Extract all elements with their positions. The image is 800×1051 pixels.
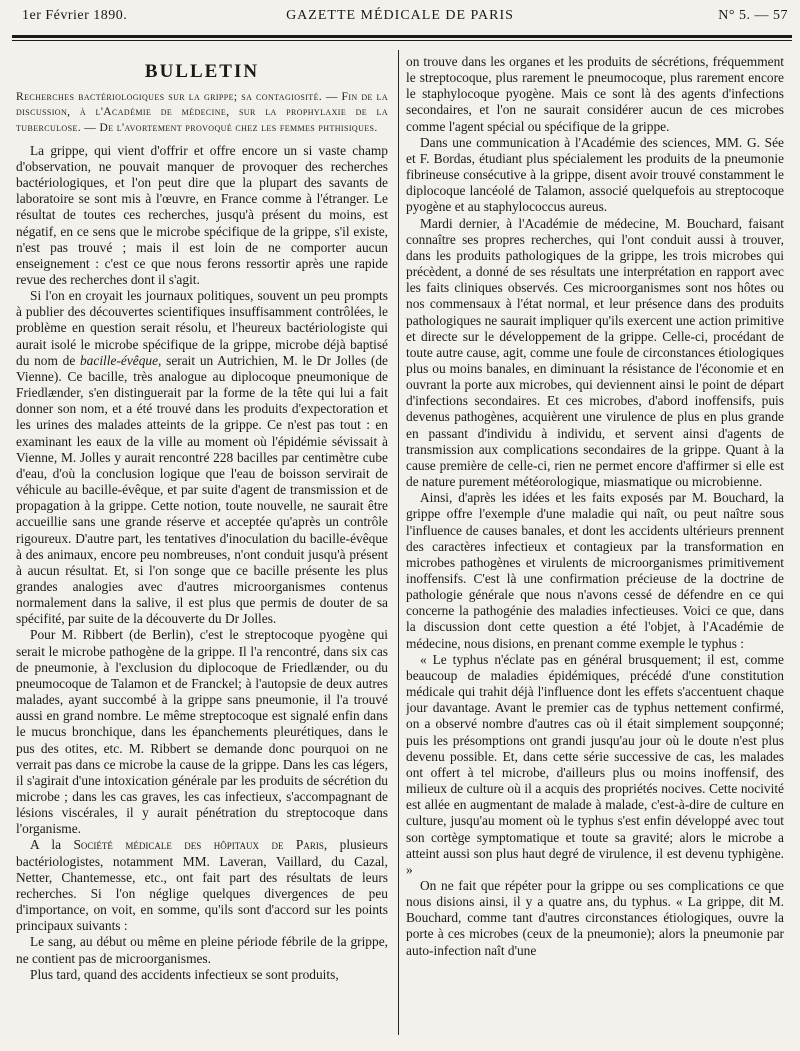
text-run: A la bbox=[30, 837, 74, 853]
issue-date: 1er Février 1890. bbox=[22, 8, 128, 23]
paragraph: Le sang, au début ou même en pleine période fébrile de la grippe, ne contient pas de microorganismes. bbox=[16, 934, 388, 966]
text-run: , serait un Autrichien, M. le Dr Jolles (de Vienne). Ce bacille, très analogue au diplocoque pneumonique de Friedlænder, s'en distinguerait par la forme de la tête qui lui a fait donner son nom, et a été trouvé dans les produits d'expectoration et les urines des malades atteints de la grippe. Ce n'est pas tout : en examinant les eaux de la ville au moment où l'épidémie sévissait à Vienne, M. Jolles y aurait rencontré 228 bacilles par centimètre cube d'eau, d'où la conclusion logique que l'eau de boisson servirait de véhicule au bacille-évêque, et par suite d'agent de transmission et de propagation à la grippe. Cette notion, toute nouvelle, ne saurait être accueillie sans une grande réserve et acceptée qu'après un contrôle rigoureux. D'autre part, les tentatives d'inoculation du bacille-évêque à des animaux, encore peu nombreuses, n'ont conduit jusqu'à présent à aucun résultat. Et, si l'on songe que ce bacille présente les plus grandes analogies avec d'autres microorganismes contenus normalement dans la salive, il est plus que permis de douter de sa spécifité, par suite de la découverte du Dr Jolles. bbox=[16, 352, 388, 627]
paragraph: on trouve dans les organes et les produits de sécrétions, fréquemment le streptocoque, plus rarement le pneumocoque, plus rarement encore le staphylocoque pyogène. Mais ce sont là des agents d'infections secondaires, et l'on ne saurait considérer aucun de ces microbes comme l'agent spécial ou spécifique de la grippe. bbox=[406, 54, 784, 134]
right-column bbox=[406, 54, 784, 1034]
column-divider bbox=[398, 50, 399, 1035]
left-column bbox=[16, 56, 388, 1036]
paragraph: La grippe, qui vient d'offrir et offre encore un si vaste champ d'observation, ne pouvait manquer de provoquer des recherches bactériologiques, et l'on peut dire que la plupart des savants de laboratoire se sont mis à l'œuvre, en France comme à l'étranger. Le résultat de toutes ces recherches, jusqu'à présent du moins, est négatif, en ce sens que le microbe spécifique de la grippe, s'il existe, n'est pas trouvé ; mais il est loin de ne comporter aucun enseignement : c'est ce que nous ferons ressortir après une rapide revue des recherches dont il s'agit. bbox=[16, 142, 388, 288]
bulletin-title: BULLETIN bbox=[144, 61, 260, 82]
typhus-quotation bbox=[406, 652, 784, 878]
italic-term: bacille-évêque bbox=[79, 352, 159, 368]
paragraph bbox=[16, 837, 388, 934]
journal-title: GAZETTE MÉDICALE DE PARIS bbox=[286, 8, 514, 23]
text-run: , plusieurs bactériologistes, notamment MM. Laveran, Vaillard, du Cazal, Netter, Chantemesse, etc., ont fait part des résultats de leurs recherches. Si l'on néglige quelques divergences de peu d'importance, on voit, en somme, qu'ils sont d'accord sur les points principaux suivants : bbox=[16, 837, 388, 934]
paragraph: Dans une communication à l'Académie des sciences, MM. G. Sée et F. Bordas, étudiant plus spécialement les produits de la pneumonie fibrineuse consécutive à la grippe, disent avoir trouvé constamment le diplocoque lancéolé de Talamon, associé quelquefois au streptocoque pyogène et au staphylococcus aureus. bbox=[406, 134, 784, 215]
issue-page-number: N° 5. — 57 bbox=[718, 8, 788, 23]
paragraph: Ainsi, d'après les idées et les faits exposés par M. Bouchard, la grippe offre l'exemple d'une maladie qui naît, ou peut naître sous l'influence de causes banales, et dont les accidents ultérieurs prennent des caractères infectieux et contagieux par la transformation en microbes pathogènes et virulents de microorganismes primitivement inoffensifs. C'est là une confirmation précieuse de la doctrine de pathologie générale que nous n'avons cessé de défendre en ce qui concerne la pathogénie des maladies infectieuses. Voici ce que, dans la discussion dont cette question a été l'objet, à l'Académie de médecine, nous disions, en prenant comme exemple le typhus : bbox=[406, 490, 784, 651]
bulletin-summary: Recherches bactériologiques sur la grippe; sa contagiosité. — Fin de la discussion, à l'Académie de médecine, sur la prophylaxie de la tuberculose. — De l'avortement provoqué chez les femmes phthisiques. bbox=[16, 91, 388, 134]
header-rule-thick bbox=[12, 35, 792, 38]
text-run: Si l'on en croyait les journaux politiques, souvent un peu prompts à publier des découvertes scientifiques insuffisamment contrôlées, le problème en question serait résolu, et l'heureux bactériologiste qui aurait isolé le microbe spécifique de la grippe, microbe déjà baptisé du nom de bbox=[16, 288, 388, 368]
running-head bbox=[12, 8, 788, 30]
quotation-text: « Le typhus n'éclate pas en général brusquement; il est, comme beaucoup de maladies épidémiques, précédé d'une constitution médicale qui trahit déjà l'influence dont les effets s'accentuent chaque jour davantage. Avant le premier cas de typhus nettement confirmé, on a observé nombre d'autres cas où il était simplement soupçonné; puis les présomptions ont grandi jusqu'au jour où le doute n'est plus devenu possible. Et, dans cette série successive de cas, les malades ont offert à tel microbe, d'ailleurs plus ou moins inoffensif, des milieux de culture où il a acquis des propriétés nocives. Cette nocivité est allée en augmentant de malade à malade, c'est-à-dire de culture en culture, jusqu'au moment où le typhus s'est enfin développé avec tout son cortège symptomatique et toute sa gravité; alors le microbe a atteint aussi son plus haut degré de virulence, il est devenu typhigène. » bbox=[406, 651, 784, 877]
society-name: Société médicale des hôpitaux de Paris bbox=[73, 837, 324, 853]
paragraph: Pour M. Ribbert (de Berlin), c'est le streptocoque pyogène qui serait le microbe pathogène de la grippe. Il l'a rencontré, dans six cas de pneumonie, à l'exclusion du diplocoque de Friedlænder, ou du pneumocoque de Talamon et de Franckel; à l'autopsie de deux autres malades, ayant succombé à la grippe sans pneumonie, il l'a trouvé aussi en grand nombre. Le même streptocoque est signalé enfin dans le mucus bronchique, dans les épanchements pleurétiques, dans le pus des otites, etc. M. Ribbert se demande donc pourquoi on ne verrait pas dans ce microbe la cause de la grippe. Dans les cas légers, il s'agirait d'une intoxication générale par les produits de sécrétion du microbe ; dans les cas graves, les cas infectieux, s'accompagnant de lésions viscérales, il y aurait pénétration du streptocoque dans l'organisme. bbox=[16, 627, 388, 837]
paragraph: On ne fait que répéter pour la grippe ou ses complications ce que nous disions ainsi, il y a quatre ans, du typhus. « La grippe, dit M. Bouchard, comme tant d'autres circonstances étiologiques, ouvre la porte à ces microbes (ceux de la pneumonie); alors la pneumonie par auto-infection naît d'une bbox=[406, 877, 784, 958]
paragraph: Mardi dernier, à l'Académie de médecine, M. Bouchard, faisant connaître ses propres recherches, qui l'ont conduit aussi à trouver, dans les produits pathologiques de la grippe, les trois microbes qui précèdent, a donné de ses résultats une interprétation en rapport avec les faits cliniques observés. Ces microorganismes sont nos hôtes ou nos commensaux à l'état normal, et leur présence dans des produits pathologiques ne saurait impliquer qu'ils exercent une action primitive et directe sur le développement de la grippe. Celle-ci, procédant de toute autre cause, agit, comme une foule de circonstances étiologiques plus ou moins banales, en diminuant la résistance de l'économie et en ouvrant la porte aux microbes, qui deviennent ainsi le point de départ d'infections secondaires. Et ces microbes, d'abord inoffensifs, puis devenus pathogènes, acquièrent une virulence de plus en plus grande en passant d'individu à individu, et servent ainsi d'agents de transmission aux complications secondaires de la grippe. Quant à la cause première de celle-ci, rien ne permet encore d'affirmer si elle est de nature purement météorologique, miasmatique ou microbienne. bbox=[406, 215, 784, 490]
paragraph: Plus tard, quand des accidents infectieux se sont produits, bbox=[30, 966, 339, 982]
paragraph bbox=[16, 288, 388, 627]
header-rule-thin bbox=[12, 40, 792, 41]
